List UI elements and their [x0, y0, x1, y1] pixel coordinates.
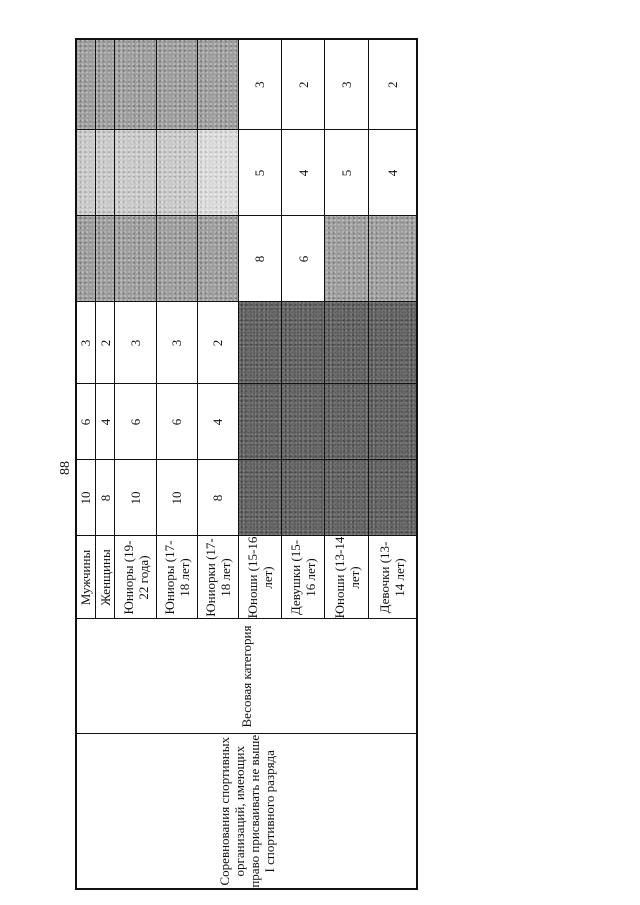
value-cell: 10: [115, 460, 156, 536]
value-cell: [156, 130, 197, 216]
age-group-cell: Женщины: [95, 536, 114, 619]
value-cell: [238, 460, 281, 536]
value-cell: 8: [197, 460, 238, 536]
value-cell: [197, 130, 238, 216]
value-cell: [95, 130, 114, 216]
value-cell: [76, 39, 95, 130]
age-group-cell: Юниоры (19-22 года): [115, 536, 156, 619]
value-cell: 5: [325, 130, 368, 216]
page-number: 88: [58, 461, 73, 475]
age-group-cell: Девочки (13-14 лет): [368, 536, 417, 619]
value-cell: 6: [115, 384, 156, 460]
value-cell: [197, 216, 238, 302]
value-cell: 2: [95, 302, 114, 384]
value-cell: [76, 216, 95, 302]
value-cell: [156, 39, 197, 130]
competition-level-cell: Соревнования спортивных организаций, имеющих право присваивать не выше I спортивного разряда: [76, 734, 417, 889]
value-cell: 2: [282, 39, 325, 130]
value-cell: 2: [368, 39, 417, 130]
value-cell: 10: [76, 460, 95, 536]
value-cell: 3: [156, 302, 197, 384]
value-cell: [197, 39, 238, 130]
value-cell: 3: [115, 302, 156, 384]
value-cell: [282, 460, 325, 536]
value-cell: 4: [282, 130, 325, 216]
value-cell: [282, 384, 325, 460]
value-cell: 6: [282, 216, 325, 302]
value-cell: [115, 130, 156, 216]
table-row: [76, 39, 95, 889]
age-group-cell: Мужчины: [76, 536, 95, 619]
qualification-table: [75, 38, 418, 890]
value-cell: [325, 302, 368, 384]
value-cell: [115, 39, 156, 130]
value-cell: 3: [325, 39, 368, 130]
value-cell: 4: [95, 384, 114, 460]
value-cell: 8: [95, 460, 114, 536]
value-cell: [325, 216, 368, 302]
value-cell: 3: [76, 302, 95, 384]
value-cell: [325, 460, 368, 536]
value-cell: 2: [197, 302, 238, 384]
value-cell: 4: [197, 384, 238, 460]
value-cell: [238, 302, 281, 384]
value-cell: [115, 216, 156, 302]
value-cell: [95, 39, 114, 130]
age-group-cell: Юниоры (17-18 лет): [156, 536, 197, 619]
value-cell: [76, 130, 95, 216]
value-cell: 8: [238, 216, 281, 302]
value-cell: [156, 216, 197, 302]
value-cell: 10: [156, 460, 197, 536]
age-group-cell: Юноши (13-14 лет): [325, 536, 368, 619]
value-cell: 3: [238, 39, 281, 130]
value-cell: [95, 216, 114, 302]
value-cell: [368, 460, 417, 536]
age-group-cell: Юноши (15-16 лет): [238, 536, 281, 619]
value-cell: 6: [156, 384, 197, 460]
weight-category-cell: Весовая категория: [76, 619, 417, 734]
age-group-cell: Девушки (15-16 лет): [282, 536, 325, 619]
value-cell: 6: [76, 384, 95, 460]
value-cell: [238, 384, 281, 460]
rotated-table-container: [75, 40, 418, 890]
value-cell: [325, 384, 368, 460]
value-cell: [368, 384, 417, 460]
value-cell: [368, 216, 417, 302]
value-cell: [282, 302, 325, 384]
value-cell: 5: [238, 130, 281, 216]
age-group-cell: Юниорки (17-18 лет): [197, 536, 238, 619]
table-body: [76, 39, 417, 889]
value-cell: [368, 302, 417, 384]
value-cell: 4: [368, 130, 417, 216]
